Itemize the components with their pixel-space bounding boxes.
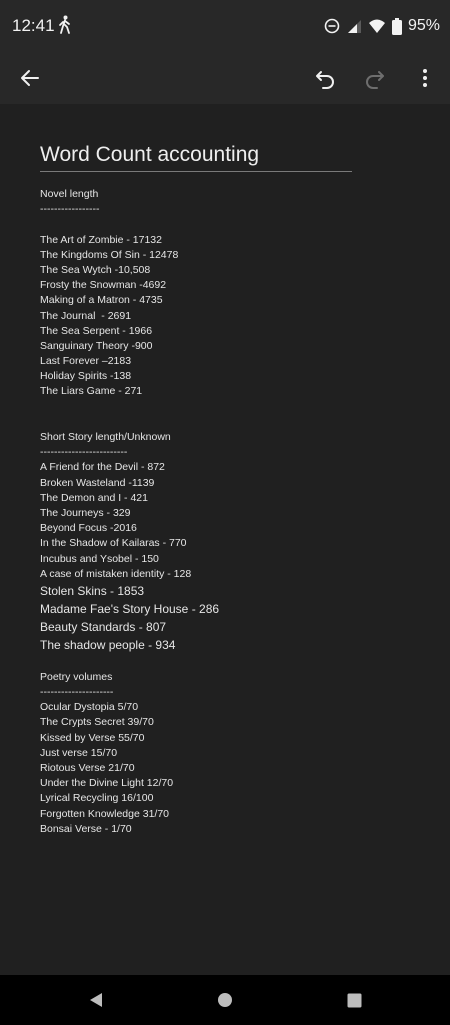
novel-item: The Liars Game - 271: [40, 385, 143, 398]
poetry-divider: ---------------------: [40, 686, 114, 699]
short-story-item: The Journeys - 329: [40, 506, 131, 519]
poetry-item: The Crypts Secret 39/70: [40, 716, 154, 729]
document-page[interactable]: [0, 104, 450, 975]
novel-item: The Kingdoms Of Sin - 12478: [40, 248, 179, 261]
novel-item: The Journal - 2691: [40, 309, 132, 322]
short-story-item: Madame Fae's Story House - 286: [40, 602, 220, 617]
short-story-item: In the Shadow of Kailaras - 770: [40, 537, 187, 550]
poetry-item: Lyrical Recycling 16/100: [40, 792, 154, 805]
triangle-back-icon: [89, 992, 103, 1008]
undo-icon: [315, 67, 337, 89]
arrow-back-icon: [20, 68, 40, 88]
wifi-icon: [368, 18, 386, 34]
poetry-item: Riotous Verse 21/70: [40, 761, 135, 774]
poetry-item: Ocular Dystopia 5/70: [40, 701, 139, 714]
poetry-item: Kissed by Verse 55/70: [40, 731, 145, 744]
walking-person-icon: [58, 15, 72, 35]
short-story-item: Incubus and Ysobel - 150: [40, 552, 159, 565]
poetry-heading: Poetry volumes: [40, 670, 113, 683]
status-time: 12:41: [12, 16, 55, 35]
circle-home-icon: [217, 992, 233, 1008]
novel-item: Sanguinary Theory -900: [40, 339, 153, 352]
short-story-divider: -------------------------: [40, 446, 128, 459]
app-toolbar: [0, 52, 450, 104]
short-story-item: Beyond Focus -2016: [40, 522, 137, 535]
poetry-item: Bonsai Verse - 1/70: [40, 822, 132, 835]
undo-button[interactable]: [302, 52, 350, 104]
poetry-item: Just verse 15/70: [40, 746, 118, 759]
short-story-item: A case of mistaken identity - 128: [40, 567, 192, 580]
battery-icon: [392, 18, 402, 35]
nav-back-button[interactable]: [76, 983, 116, 1017]
redo-icon: [363, 67, 385, 89]
short-story-item: A Friend for the Devil - 872: [40, 461, 165, 474]
do-not-disturb-icon: [324, 18, 340, 34]
square-recents-icon: [347, 993, 362, 1008]
novel-item: Last Forever –2183: [40, 355, 132, 368]
short-story-item: Beauty Standards - 807: [40, 620, 167, 635]
battery-percent: 95%: [407, 17, 440, 34]
novel-item: The Sea Wytch -10,508: [40, 263, 151, 276]
nav-recents-button[interactable]: [334, 983, 374, 1017]
novel-item: Holiday Spirits -138: [40, 370, 132, 383]
system-nav-bar: [0, 975, 450, 1025]
short-story-item: Broken Wasteland -1139: [40, 476, 155, 489]
redo-button[interactable]: [350, 52, 398, 104]
poetry-item: Under the Divine Light 12/70: [40, 777, 174, 790]
novel-item: Making of a Matron - 4735: [40, 294, 163, 307]
novel-item: The Sea Serpent - 1966: [40, 324, 153, 337]
more-options-button[interactable]: [401, 52, 449, 104]
status-icons: [324, 15, 440, 37]
back-button[interactable]: [6, 52, 54, 104]
novel-item: The Art of Zombie - 17132: [40, 233, 162, 246]
short-story-item: The shadow people - 934: [40, 638, 176, 653]
short-story-heading: Short Story length/Unknown: [40, 431, 171, 444]
novel-divider: -----------------: [40, 203, 100, 216]
poetry-item: Forgotten Knowledge 31/70: [40, 807, 170, 820]
document-title: Word Count accounting: [40, 142, 352, 172]
status-bar: [0, 0, 450, 52]
nav-home-button[interactable]: [205, 983, 245, 1017]
short-story-item: Stolen Skins - 1853: [40, 583, 145, 598]
document-body[interactable]: [40, 142, 352, 837]
novel-item: Frosty the Snowman -4692: [40, 279, 167, 292]
cell-signal-icon: [346, 18, 362, 34]
novel-heading: Novel length: [40, 188, 99, 200]
more-vert-icon: [422, 68, 428, 88]
short-story-item: The Demon and I - 421: [40, 491, 148, 504]
